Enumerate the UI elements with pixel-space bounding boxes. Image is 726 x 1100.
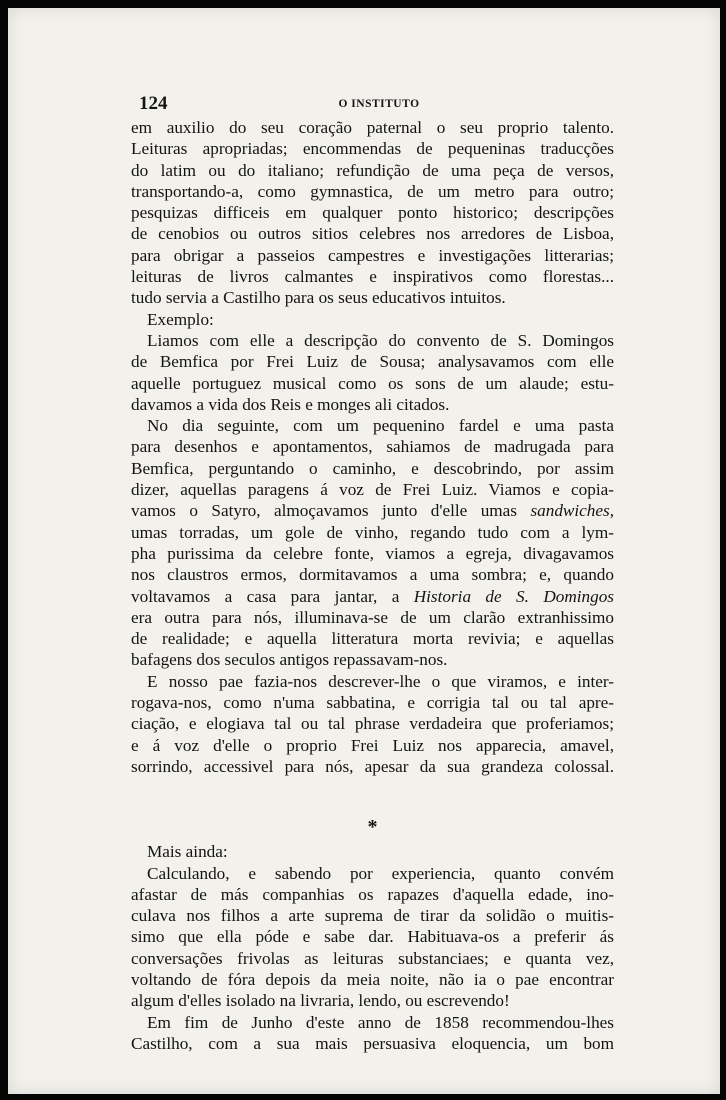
text-line: de realidade; e aquella litteratura morta revivia; e aquellas [131, 629, 614, 649]
section-gap [131, 777, 614, 813]
text-line: dizer, aquellas paragens á voz de Frei Luiz. Viamos e copia- [131, 480, 614, 500]
text-line: pha purissima da celebre fonte, viamos a egreja, divagavamos [131, 543, 614, 563]
text-line: nos claustros ermos, dormitavamos a uma sombra; e, quando [131, 565, 614, 585]
text-line [131, 500, 614, 521]
text-line: culava nos filhos a arte suprema de tirar da solidão o muitis- [131, 906, 614, 926]
text-line: Calculando, e sabendo por experiencia, quanto convém [147, 863, 614, 883]
text-line: pesquizas difficeis em qualquer ponto historico; descripções [131, 203, 614, 223]
text-line: Em fim de Junho d'este anno de 1858 recommendou-lhes [147, 1012, 614, 1032]
text-line: era outra para nós, illuminava-se de um clarão extranhissimo [131, 607, 614, 627]
text-line: em auxilio do seu coração paternal o seu proprio talento. [131, 118, 614, 137]
text-line: bafagens dos seculos antigos repassavam-nos. [131, 650, 448, 670]
text-line: ciação, e elogiava tal ou tal phrase verdadeira que proferiamos; [131, 714, 614, 734]
text-line: de Bemfica por Frei Luiz de Sousa; analysavamos com elle [131, 352, 614, 372]
text-run: vamos o Satyro, almoçavamos junto d'elle umas [131, 501, 531, 521]
italic-word: sandwiches, [530, 501, 614, 521]
text-line: de cenobios ou outros sitios celebres nos arredores de Lisboa, [131, 224, 614, 244]
text-line: para desenhos e apontamentos, sahiamos de madrugada para [131, 437, 614, 457]
body-text [131, 117, 614, 1054]
section-separator-asterisk: * [367, 816, 378, 839]
text-line: do latim ou do italiano; refundição de uma peça de versos, [131, 160, 614, 180]
text-line: tudo servia a Castilho para os seus educativos intuitos. [131, 288, 506, 308]
text-line: umas torradas, um gole de vinho, regando tudo com a lym- [131, 522, 614, 542]
text-line: simo que ella póde e sabe dar. Habituava-os a preferir ás [131, 927, 614, 947]
text-line: Leituras apropriadas; encommendas de pequeninas traducções [131, 139, 614, 159]
text-line: Bemfica, perguntando o caminho, e descobrindo, por assim [131, 458, 614, 478]
text-line: conversações frivolas as leituras substanciaes; e quanta vez, [131, 948, 614, 968]
mais-ainda-line: Mais ainda: [147, 842, 228, 862]
running-title: O INSTITUTO [338, 98, 420, 110]
text-line: davamos a vida dos Reis e monges ali citados. [131, 394, 450, 414]
italic-title: Historia de S. Domingos [413, 586, 614, 606]
text-line: E nosso pae fazia-nos descrever-lhe o que viramos, e inter- [147, 671, 614, 691]
text-line: algum d'elles isolado na livraria, lendo, ou escrevendo! [131, 991, 510, 1011]
exemplo-line: Exemplo: [147, 309, 214, 329]
page-number: 124 [139, 93, 168, 114]
text-line: para obrigar a passeios campestres e investigações litterarias; [131, 245, 614, 265]
text-run: voltavamos a casa para jantar, a [131, 586, 414, 606]
running-head [8, 93, 720, 117]
text-line: transportando-a, como gymnastica, de um metro para outro; [131, 181, 614, 201]
text-line: Liamos com elle a descripção do convento de S. Domingos [147, 330, 614, 350]
text-line: afastar de más companhias os rapazes d'aquella edade, ino- [131, 884, 614, 904]
text-line: aquelle portuguez musical como os sons de um alaude; estu- [131, 373, 614, 393]
text-line: rogava-nos, como n'uma sabbatina, e corrigia tal ou tal apre- [131, 693, 614, 713]
text-line: e á voz d'elle o proprio Frei Luiz nos apparecia, amavel, [131, 735, 614, 755]
text-line [131, 586, 614, 607]
text-line: Castilho, com a sua mais persuasiva eloquencia, um bom [131, 1033, 614, 1053]
text-line: leituras de livros calmantes e inspirativos como florestas... [131, 267, 614, 287]
text-line: No dia seguinte, com um pequenino fardel e uma pasta [147, 416, 614, 436]
text-line: voltando de fóra depois da meia noite, não ia o pae encontrar [131, 969, 614, 989]
text-line: sorrindo, accessivel para nós, apesar da sua grandeza colossal. [131, 756, 614, 776]
